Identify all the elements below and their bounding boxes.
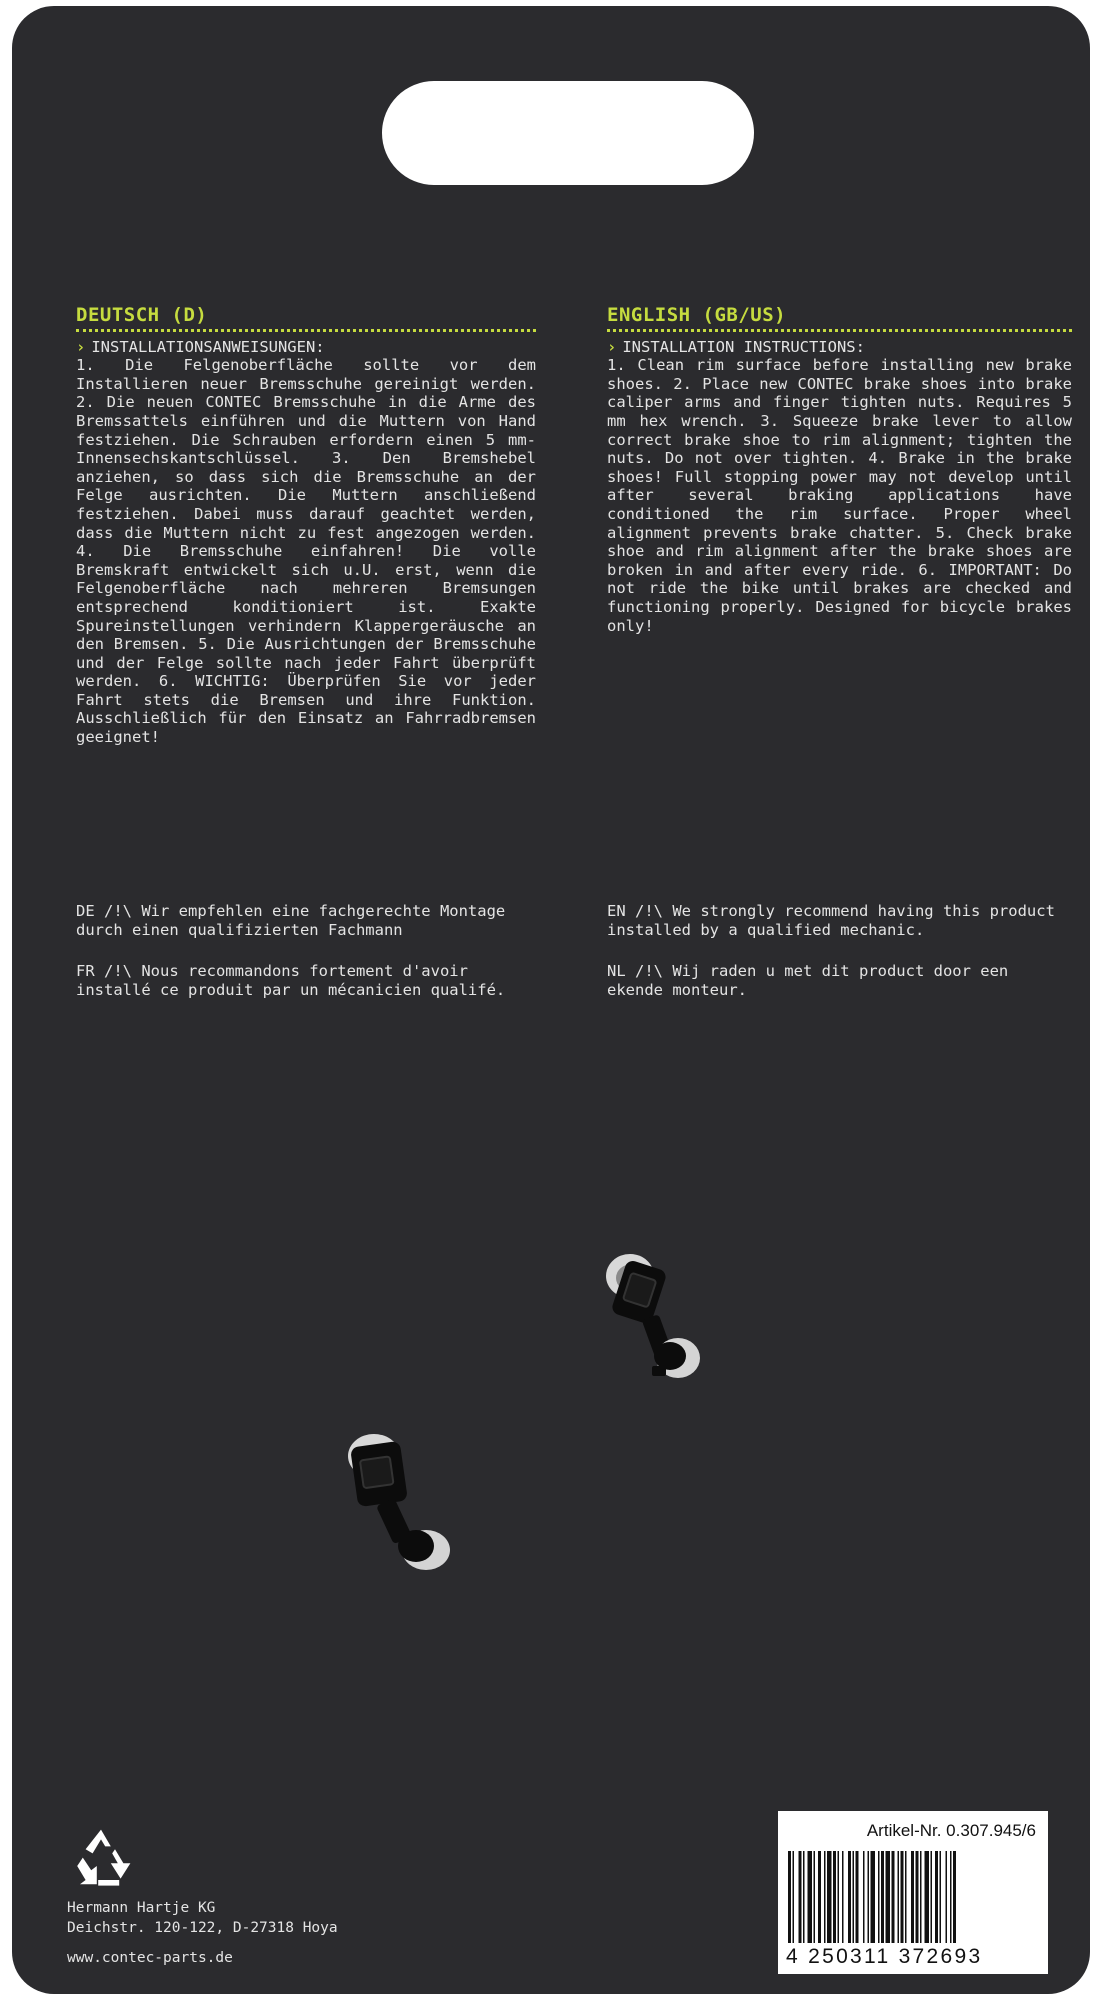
hang-hole bbox=[382, 81, 754, 185]
english-subheading bbox=[607, 338, 1072, 357]
warning-en: EN /!\ We strongly recommend having this product installed by a qualified mechanic. bbox=[607, 902, 1055, 939]
company-info bbox=[67, 1898, 338, 1968]
company-address: Deichstr. 120-122, D-27318 Hoya bbox=[67, 1920, 338, 1936]
warning-de: DE /!\ Wir empfehlen eine fachgerechte Montage durch einen qualifizierten Fachmann bbox=[76, 902, 506, 939]
blister-card-back bbox=[12, 6, 1090, 1994]
german-subheading bbox=[76, 338, 536, 357]
german-subheading-text: INSTALLATIONSANWEISUNGEN: bbox=[91, 337, 325, 356]
english-body: 1. Clean rim surface before installing new brake shoes. 2. Place new CONTEC brake shoes into brake caliper arms and finger tighten nuts. Requires 5 mm hex wrench. 3. Squeeze brake lever to allow correct brake shoe to rim alignment; tighten the nuts. Do not over tighten. 4. Brake in the brake shoes! Full stopping power may not develop until after several braking applications have conditioned the rim surface. Proper wheel alignment prevents brake chatter. 5. Check brake shoe and rim alignment after the brake shoes are broken in and after every ride. 6. IMPORTANT: Do not ride the bike until brakes are checked and functioning properly. Designed for bicycle brakes only! bbox=[607, 356, 1072, 635]
dotted-divider bbox=[607, 329, 1072, 332]
article-number: Artikel-Nr. 0.307.945/6 bbox=[866, 1821, 1036, 1840]
company-name: Hermann Hartje KG bbox=[67, 1900, 216, 1916]
barcode-label bbox=[778, 1811, 1048, 1974]
brake-shoe-upper bbox=[590, 1246, 730, 1406]
english-subheading-text: INSTALLATION INSTRUCTIONS: bbox=[622, 337, 865, 356]
english-heading: ENGLISH (GB/US) bbox=[607, 304, 787, 326]
german-heading: DEUTSCH (D) bbox=[76, 304, 208, 326]
dotted-divider bbox=[76, 329, 536, 332]
english-instructions bbox=[607, 306, 1072, 635]
german-instructions bbox=[76, 306, 536, 747]
warning-nl: NL /!\ Wij raden u met dit product door een ekende monteur. bbox=[607, 962, 1009, 999]
chevron-right-icon: › bbox=[76, 337, 86, 356]
ean-number: 4 250311 372693 bbox=[786, 1945, 983, 1968]
barcode-bars bbox=[786, 1851, 1042, 1943]
warning-fr: FR /!\ Nous recommandons fortement d'avoir installé ce produit par un mécanicien qualifé. bbox=[76, 962, 506, 999]
brake-shoe-lower bbox=[324, 1426, 474, 1596]
german-body: 1. Die Felgenoberfläche sollte vor dem Installieren neuer Bremsschuhe gereinigt werden. 2. Die neuen CONTEC Bremsschuhe in die Arme des Bremssattels einführen und die Muttern von Hand festziehen. Die Schrauben erfordern einen 5 mm-Innensechskantschlüssel. 3. Den Bremshebel anziehen, so dass sich die Bremsschuhe an der Felge ausrichten. Die Muttern anschließend festziehen. Dabei muss darauf geachtet werden, dass die Muttern nicht zu fest angezogen werden. 4. Die Bremsschuhe einfahren! Die volle Bremskraft entwickelt sich u.U. erst, wenn die Felgenoberfläche nach mehreren Bremsungen entsprechend konditioniert ist. Exakte Spureinstellungen verhindern Klappergeräusche an den Bremsen. 5. Die Ausrichtungen der Bremsschuhe und der Felge sollte nach jeder Fahrt überprüft werden. 6. WICHTIG: Überprüfen Sie vor jeder Fahrt stets die Bremsen und ihre Funktion. Ausschließlich für den Einsatz an Fahrradbremsen geeignet! bbox=[76, 356, 536, 747]
chevron-right-icon: › bbox=[607, 337, 617, 356]
recycle-icon bbox=[66, 1824, 136, 1894]
company-url: www.contec-parts.de bbox=[67, 1950, 233, 1966]
